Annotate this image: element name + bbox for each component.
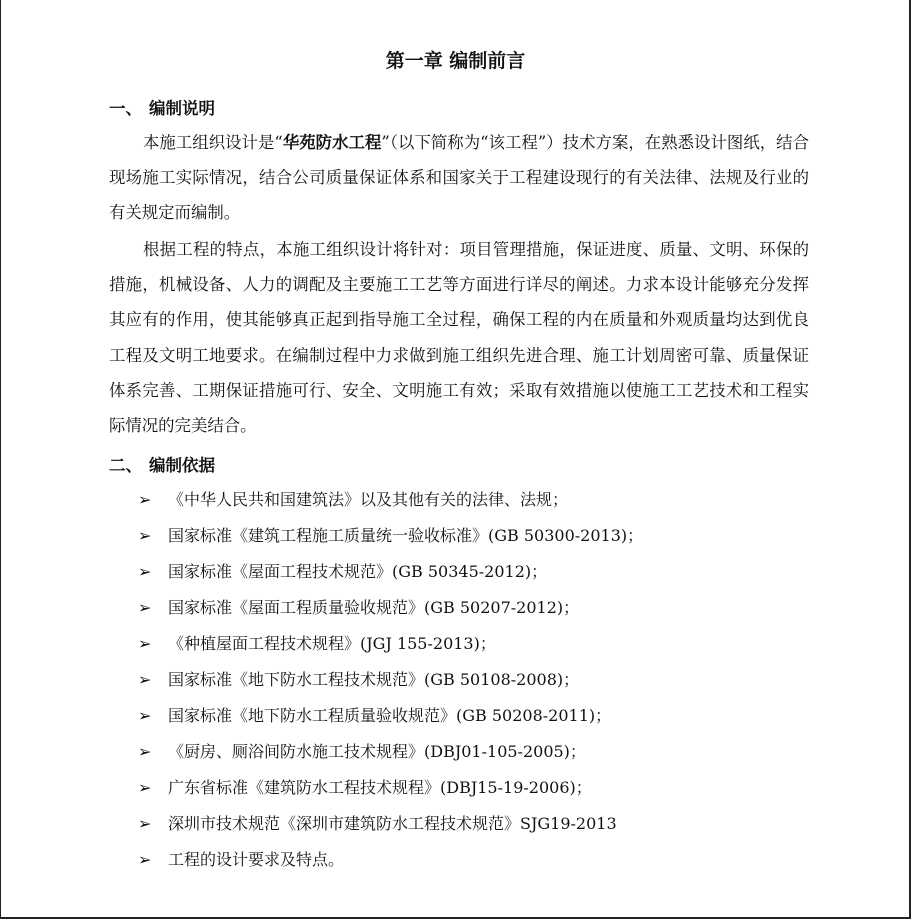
list-item [138,738,586,766]
section-number: 一、 [109,99,142,118]
list-item [138,846,344,874]
list-item-text: 国家标准《地下防水工程质量验收规范》(GB 50208-2011)； [168,706,612,725]
arrow-bullet-icon: ➢ [138,562,152,581]
list-item-text: 国家标准《屋面工程技术规范》(GB 50345-2012)； [168,562,548,581]
arrow-bullet-icon: ➢ [138,526,152,545]
paragraph-text: ”（以下简称为“该工程”）技术方案，在熟悉设计图纸，结合现场施工实际情况，结合公司质量保证体系和国家关于工程建设现行的有关法律、法规及行业的有关规定而编制。 [109,133,810,223]
list-item [138,486,568,514]
list-item [138,594,579,622]
list-item-text: 工程的设计要求及特点。 [168,850,345,869]
list-item [138,702,611,730]
list-item [138,522,643,550]
section-heading-2 [109,454,215,478]
arrow-bullet-icon: ➢ [138,706,152,725]
list-item-text: 《中华人民共和国建筑法》以及其他有关的法律、法规； [168,490,569,509]
list-item [138,558,547,586]
arrow-bullet-icon: ➢ [138,598,152,617]
list-item-text: 国家标准《屋面工程质量验收规范》(GB 50207-2012)； [168,598,580,617]
arrow-bullet-icon: ➢ [138,670,152,689]
arrow-bullet-icon: ➢ [138,634,152,653]
list-item-text: 深圳市技术规范《深圳市建筑防水工程技术规范》SJG19-2013 [168,814,617,833]
list-item [138,810,617,838]
arrow-bullet-icon: ➢ [138,814,152,833]
list-item-text: 《厨房、厕浴间防水施工技术规程》(DBJ01-105-2005)； [168,742,586,761]
section-title: 编制依据 [149,456,215,475]
chapter-title: 第一章 编制前言 [385,50,526,72]
project-name: 华苑防水工程 [282,133,382,152]
section-title: 编制说明 [149,99,215,118]
page-border-left [0,0,1,919]
arrow-bullet-icon: ➢ [138,850,152,869]
section-heading-1 [109,97,215,121]
arrow-bullet-icon: ➢ [138,742,152,761]
list-item-text: 《种植屋面工程技术规程》(JGJ 155-2013)； [168,634,496,653]
arrow-bullet-icon: ➢ [138,490,152,509]
paragraph-1 [109,125,809,231]
paragraph-2: 根据工程的特点，本施工组织设计将针对：项目管理措施，保证进度、质量、文明、环保的措施，机械设备、人力的调配及主要施工工艺等方面进行详尽的阐述。力求本设计能够充分发挥其应有的作用，使其能够真正起到指导施工全过程，确保工程的内在质量和外观质量均达到优良工程及文明工地要求。在编制过程中力求做到施工组织先进合理、施工计划周密可靠、质量保证体系完善、工期保证措施可行、安全、文明施工有效；采取有效措施以使施工工艺技术和工程实际情况的完美结合。 [109,240,809,436]
list-item [138,630,496,658]
list-item-text: 国家标准《地下防水工程技术规范》(GB 50108-2008)； [168,670,580,689]
list-item [138,666,579,694]
list-item-text: 国家标准《建筑工程施工质量统一验收标准》(GB 50300-2013)； [168,526,644,545]
section-number: 二、 [109,456,142,475]
paragraph-text: 本施工组织设计是“ [143,133,283,152]
list-item [138,774,592,802]
list-item-text: 广东省标准《建筑防水工程技术规程》(DBJ15-19-2006)； [168,778,592,797]
arrow-bullet-icon: ➢ [138,778,152,797]
